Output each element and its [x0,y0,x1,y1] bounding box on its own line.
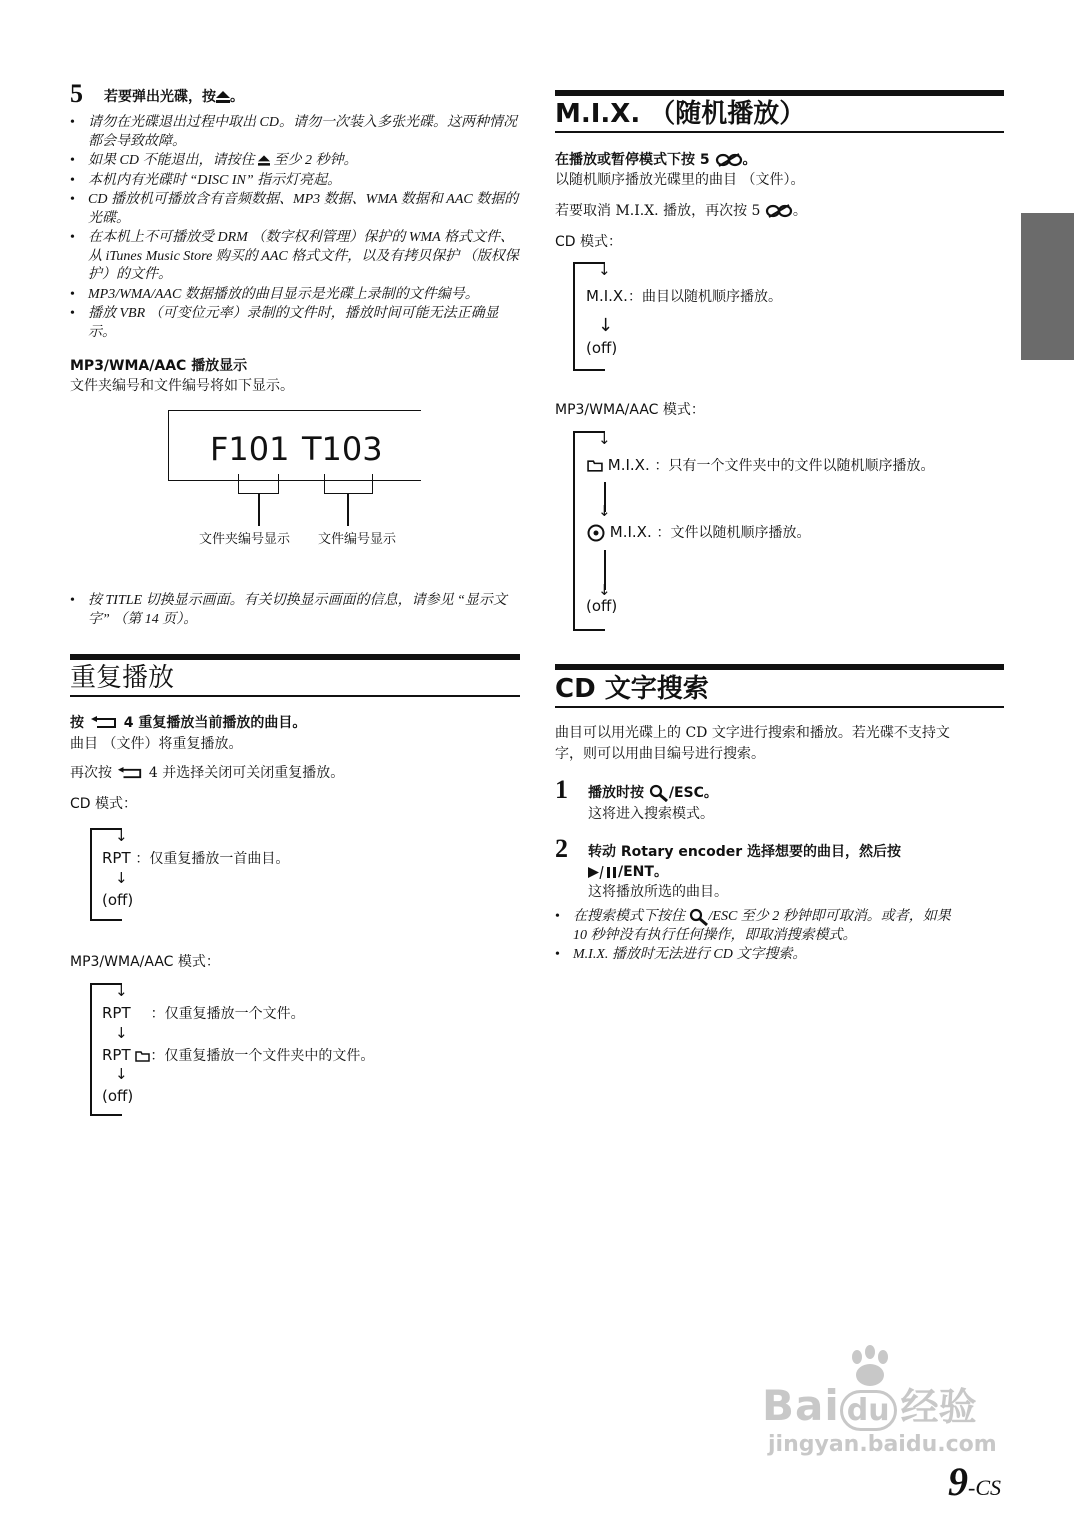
down-arrow-icon: ↓ [115,982,128,1000]
note-item: • 在本机上不可播放受 DRM （数字权利管理）保护的 WMA 格式文件、从 iTunes Music Store 购买的 AAC 格式文件，以及有拷贝保护 （版权保护）的文件。 [70,229,522,285]
watermark-bai: Bai [762,1381,840,1430]
watermark-url: jingyan.baidu.com [768,1432,997,1457]
down-arrow-icon: ↓ [598,430,611,448]
flow-line [573,262,575,371]
section-rule-top [555,90,1004,96]
down-arrow-icon: ↓ [115,1065,128,1083]
play-pause-icon [588,866,618,879]
cd-repeat-rpt: RPT ：仅重复播放一首曲目。 [102,849,290,867]
step-2-instruction: 转动 Rotary encoder 选择想要的曲目，然后按 [588,844,901,860]
cdtext-intro-1: 曲目可以用光碟上的 CD 文字进行搜索和播放。若光碟不支持文 [555,725,950,741]
section-rule-bottom [555,131,1004,133]
repeat-icon [116,767,144,780]
mp3-mix-folder: M.I.X. ：只有一个文件夹中的文件以随机顺序播放。 [587,455,935,476]
mix-title: M.I.X. （随机播放） [555,99,806,129]
repeat-cd-mode-label: CD 模式： [70,796,138,812]
mp3-repeat-folder: RPT ：仅重复播放一个文件夹中的文件。 [102,1046,375,1064]
repeat-mp3-mode-label: MP3/WMA/AAC 模式： [70,954,220,970]
lcd-display-frame [168,410,421,481]
eject-icon [258,155,270,166]
step-1-desc: 这将进入搜索模式。 [588,806,714,822]
cdtext-intro-2: 字，则可以用曲目编号进行搜索。 [555,746,765,762]
step-2-desc: 这将播放所选的曲目。 [588,884,728,900]
step-2-instruction-cont: /ENT。 [588,862,668,882]
folder-bracket [238,474,279,494]
flow-line [90,1114,122,1116]
watermark-du: du [840,1390,897,1431]
mp3-mix-off: (off) [586,597,618,615]
flow-line [90,983,92,1116]
note-item: • MP3/WMA/AAC 数据播放的曲目显示是光碟上录制的文件编号。 [70,286,522,305]
search-icon [689,908,709,926]
step-5-number: 5 [70,79,83,108]
mp3-display-desc: 文件夹编号和文件编号将如下显示。 [70,378,294,394]
note-item: • 按 TITLE 切换显示画面。有关切换显示画面的信息，请参见 “显示文字” （第 14 页）。 [70,592,522,629]
cd-mix-off: (off) [586,339,618,357]
repeat-title: 重复播放 [70,663,175,693]
mp3-repeat-off: (off) [102,1087,134,1105]
step-2-number: 2 [555,834,568,863]
down-arrow-icon: ↓ [598,581,611,599]
note-item: • 在搜索模式下按住 /ESC 至少 2 秒钟即可取消。或者，如果 10 秒钟没有执行任何操作，即取消搜索模式。 [555,908,1007,945]
mp3-display-heading: MP3/WMA/AAC 播放显示 [70,358,248,374]
note-item: • 请勿在光碟退出过程中取出 CD。请勿一次装入多张光碟。这两种情况都会导致故障。 [70,114,522,151]
title-note [70,592,522,630]
file-bracket [324,474,373,494]
shuffle-icon [715,153,743,167]
folder-icon [587,459,603,472]
cdtext-title: CD 文字搜索 [555,674,709,704]
mp3-mix-all: M.I.X. ：文件以随机顺序播放。 [587,522,811,543]
mix-cd-mode-label: CD 模式： [555,234,623,250]
flow-line [90,919,122,921]
search-icon [649,784,669,802]
eject-icon [216,91,230,103]
note-item: • CD 播放机可播放含有音频数据、MP3 数据、WMA 数据和 AAC 数据的光碟。 [70,191,522,228]
mix-line-1: 以随机顺序播放光碟里的曲目 （文件）。 [555,172,805,188]
cd-repeat-off: (off) [102,891,134,909]
paw-icon [845,1345,895,1389]
file-bracket-stem [347,494,349,526]
disc-icon [587,524,605,542]
down-arrow-icon: ↓ [598,502,611,520]
folder-bracket-stem [258,494,260,526]
flow-line [573,629,605,631]
mix-line-2: 若要取消 M.I.X. 播放，再次按 5 。 [555,203,807,219]
down-arrow-icon: ↓ [115,827,128,845]
step-1-instruction: 播放时按 /ESC。 [588,785,718,801]
flow-line [573,431,575,631]
section-rule-bottom [555,706,1004,708]
down-arrow-icon: ↓ [598,315,614,336]
cd-mix-item: M.I.X.：曲目以随机顺序播放。 [586,287,782,305]
shuffle-icon [765,204,793,218]
section-rule-bottom [70,695,520,697]
mix-mp3-mode-label: MP3/WMA/AAC 模式： [555,402,705,418]
folder-icon [135,1050,150,1062]
down-arrow-icon: ↓ [115,869,128,887]
side-tab [1021,213,1074,360]
step-5-instruction: 若要弹出光碟，按 。 [104,89,244,105]
lcd-track-number: T103 [302,430,383,468]
repeat-instruction: 按 4 重复播放当前播放的曲目。 [70,715,307,731]
watermark-jingyan: 经验 [900,1385,977,1429]
note-item: • 如果 CD 不能退出，请按住 至少 2 秒钟。 [70,152,522,171]
section-rule-top [70,654,520,660]
eject-notes [70,114,522,343]
flow-line [90,828,92,921]
cdtext-notes [555,908,1007,966]
lcd-folder-number: F101 [210,430,290,468]
note-item: • 本机内有光碟时 “DISC IN” 指示灯亮起。 [70,172,522,191]
repeat-icon [89,716,119,730]
repeat-line-1: 曲目 （文件）将重复播放。 [70,736,243,752]
down-arrow-icon: ↓ [598,261,611,279]
page-number: 9-CS [948,1459,1001,1504]
section-rule-top [555,664,1004,670]
flow-line [573,369,605,371]
note-item: • 播放 VBR （可变位元率）录制的文件时，播放时间可能无法正确显示。 [70,305,522,342]
mix-instruction: 在播放或暂停模式下按 5 。 [555,152,757,168]
step-1-number: 1 [555,775,568,804]
note-item: • M.I.X. 播放时无法进行 CD 文字搜索。 [555,946,1007,965]
label-folder-number: 文件夹编号显示 [199,532,291,547]
down-arrow-icon: ↓ [115,1024,128,1042]
mp3-repeat-file: RPT ：仅重复播放一个文件。 [102,1004,305,1022]
repeat-line-2: 再次按 4 并选择关闭可关闭重复播放。 [70,765,345,781]
label-file-number: 文件编号显示 [318,532,397,547]
